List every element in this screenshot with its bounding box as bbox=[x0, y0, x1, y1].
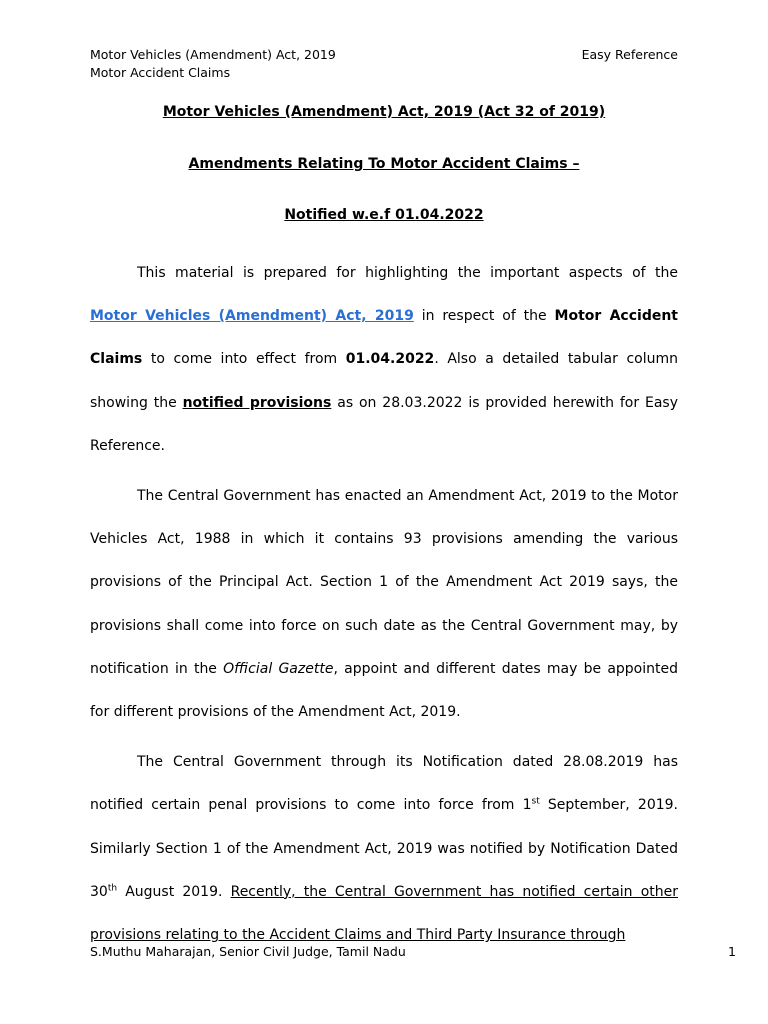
text-run: . Also a detailed tabular column showing the bbox=[90, 351, 678, 411]
bold-motor-accident-claims: Motor Accident Claims bbox=[90, 308, 678, 368]
header-subject: Motor Accident Claims bbox=[90, 65, 231, 80]
underlined-recent-notification: Recently, the Central Government has notified certain other provisions relating to the Accident Claims and Third Party Insurance through bbox=[90, 883, 678, 944]
paragraph-intro bbox=[90, 252, 678, 468]
text-run: August 2019. bbox=[117, 883, 231, 900]
document-body bbox=[90, 252, 678, 957]
text-run: , appoint and different dates may be appointed for different provisions of the Amendment Act, 2019. bbox=[90, 660, 678, 721]
act-link[interactable]: Motor Vehicles (Amendment) Act, 2019 bbox=[90, 308, 414, 325]
superscript-st: st bbox=[531, 796, 540, 807]
text-run: in respect of the bbox=[413, 308, 555, 325]
running-header-left bbox=[90, 46, 336, 82]
text-run: This material is prepared for highlighting the important aspects of the bbox=[137, 265, 678, 281]
document-subtitle: Amendments Relating To Motor Accident Claims – bbox=[188, 156, 580, 172]
bold-notified-provisions: notified provisions bbox=[182, 394, 332, 411]
superscript-th: th bbox=[107, 883, 118, 894]
footer-author: S.Muthu Maharajan, Senior Civil Judge, Tamil Nadu bbox=[90, 944, 406, 959]
text-run: The Central Government has enacted an Amendment Act, 2019 to the Motor Vehicles Act, 1988 in which it contains 93 provisions amending the various provisions of the Principal Act. Section 1 of the Amendment Act 2019 says, the provisions shall come into force on such date as the Central Government may, by notification in the bbox=[90, 488, 678, 677]
text-run: September, 2019. Similarly Section 1 of the Amendment Act, 2019 was notified by Notification Dated 30 bbox=[90, 797, 679, 900]
page-number: 1 bbox=[728, 944, 736, 959]
paragraph-notification bbox=[90, 741, 678, 957]
text-run: The Central Government through its Notification dated 28.08.2019 has notified certain penal provisions to come into force from 1 bbox=[90, 754, 678, 814]
header-easy-reference: Easy Reference bbox=[581, 47, 678, 62]
text-run: as on 28.03.2022 is provided herewith for Easy Reference. bbox=[90, 394, 678, 454]
document-title: Motor Vehicles (Amendment) Act, 2019 (Act 32 of 2019) bbox=[162, 104, 606, 120]
bold-effective-date: 01.04.2022 bbox=[345, 351, 435, 368]
paragraph-enactment bbox=[90, 475, 678, 734]
notified-date-heading: Notified w.e.f 01.04.2022 bbox=[284, 207, 484, 223]
text-run: to come into effect from bbox=[142, 351, 346, 368]
italic-official-gazette: Official Gazette bbox=[223, 660, 334, 677]
header-act-name: Motor Vehicles (Amendment) Act, 2019 bbox=[90, 47, 336, 62]
